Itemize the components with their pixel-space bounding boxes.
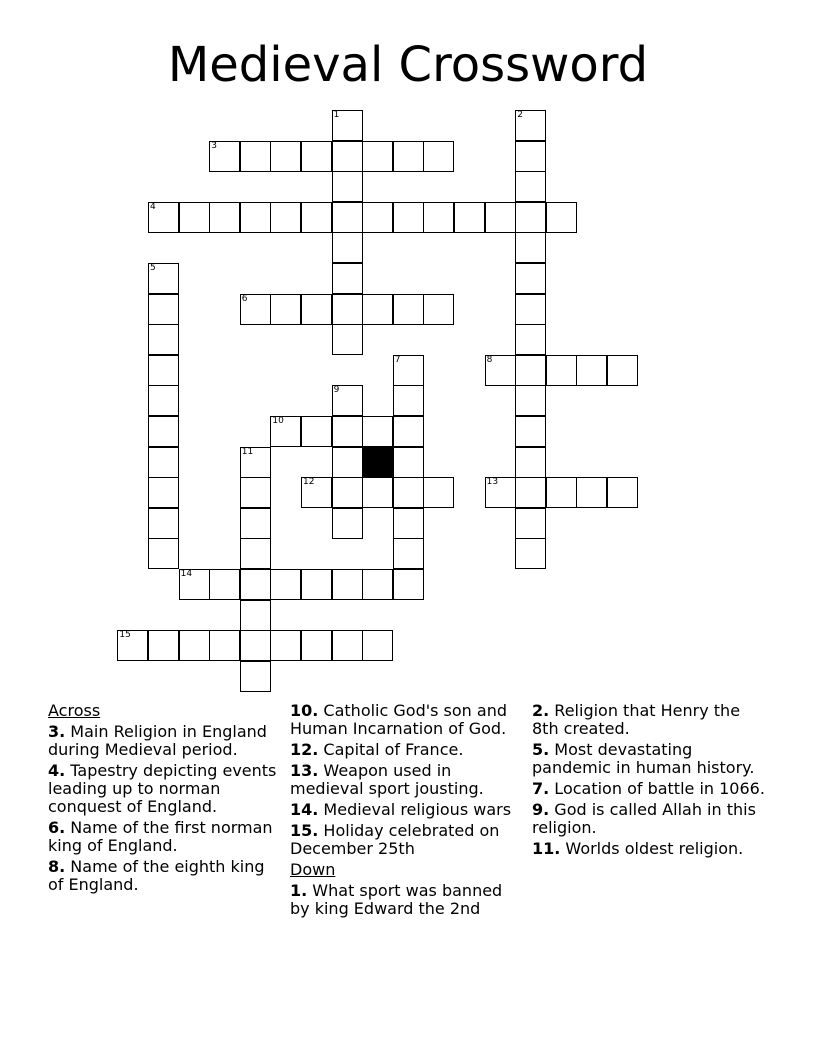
grid-cell[interactable] xyxy=(515,447,546,478)
grid-cell[interactable] xyxy=(515,294,546,325)
grid-cell[interactable] xyxy=(148,477,179,508)
grid-cell[interactable] xyxy=(332,141,363,172)
clue-text: Name of the first norman king of England. xyxy=(48,818,273,855)
clue-text: Main Religion in England during Medieval period. xyxy=(48,722,267,759)
grid-cell[interactable] xyxy=(332,110,363,141)
grid-cell[interactable] xyxy=(332,569,363,600)
grid-cell[interactable] xyxy=(607,477,638,508)
clue-number-label: 9 xyxy=(333,385,340,396)
grid-cell[interactable] xyxy=(332,202,363,233)
grid-cell[interactable] xyxy=(301,477,332,508)
grid-cell[interactable] xyxy=(270,294,301,325)
grid-cell[interactable] xyxy=(148,630,179,661)
clue-number-label: 8 xyxy=(486,354,493,365)
grid-cell[interactable] xyxy=(362,569,393,600)
grid-cell[interactable] xyxy=(209,630,240,661)
grid-cell[interactable] xyxy=(301,141,332,172)
clue-number: 12. xyxy=(290,740,319,759)
grid-cell[interactable] xyxy=(362,294,393,325)
grid-cell[interactable] xyxy=(148,385,179,416)
grid-cell[interactable] xyxy=(240,477,271,508)
clue-number: 15. xyxy=(290,821,319,840)
clue-text: Catholic God's son and Human Incarnation of God. xyxy=(290,701,507,738)
grid-cell[interactable] xyxy=(240,202,271,233)
grid-cell[interactable] xyxy=(423,477,454,508)
clue-item xyxy=(290,801,525,819)
grid-cell[interactable] xyxy=(576,477,607,508)
clue-number: 14. xyxy=(290,800,319,819)
grid-cell[interactable] xyxy=(423,202,454,233)
clue-number-label: 15 xyxy=(119,630,131,641)
grid-cell[interactable] xyxy=(301,416,332,447)
grid-cell[interactable] xyxy=(240,600,271,631)
grid-cell[interactable] xyxy=(148,202,179,233)
grid-cell[interactable] xyxy=(515,538,546,569)
grid-cell[interactable] xyxy=(485,477,516,508)
grid-cell[interactable] xyxy=(515,202,546,233)
clue-item xyxy=(532,741,767,777)
clue-item xyxy=(532,840,767,858)
grid-cell[interactable] xyxy=(240,538,271,569)
clue-number-label: 6 xyxy=(241,293,248,304)
down-header: Down xyxy=(290,860,336,879)
clue-item xyxy=(48,723,283,759)
grid-cell[interactable] xyxy=(240,294,271,325)
grid-cell[interactable] xyxy=(117,630,148,661)
clue-text: What sport was banned by king Edward the 2nd xyxy=(290,881,503,918)
clue-number: 1. xyxy=(290,881,308,900)
grid-block-cell xyxy=(362,447,393,478)
clue-number: 3. xyxy=(48,722,66,741)
clue-number: 7. xyxy=(532,779,550,798)
grid-cell[interactable] xyxy=(179,202,210,233)
grid-cell[interactable] xyxy=(209,569,240,600)
grid-cell[interactable] xyxy=(454,202,485,233)
clue-item xyxy=(48,858,283,894)
clue-number: 4. xyxy=(48,761,66,780)
grid-cell[interactable] xyxy=(423,141,454,172)
grid-cell[interactable] xyxy=(576,355,607,386)
clue-item xyxy=(290,741,525,759)
clue-number-label: 3 xyxy=(211,140,217,151)
clue-number-label: 5 xyxy=(150,263,156,273)
clue-item xyxy=(48,819,283,855)
grid-cell[interactable] xyxy=(393,202,424,233)
clue-text: Name of the eighth king of England. xyxy=(48,857,265,894)
grid-cell[interactable] xyxy=(240,569,271,600)
clue-number-label: 7 xyxy=(394,354,401,365)
grid-cell[interactable] xyxy=(179,569,210,600)
clue-number-label: 10 xyxy=(272,416,284,426)
grid-cell[interactable] xyxy=(209,202,240,233)
grid-cell[interactable] xyxy=(301,294,332,325)
grid-cell[interactable] xyxy=(546,477,577,508)
grid-cell[interactable] xyxy=(332,477,363,508)
clue-number: 8. xyxy=(48,857,66,876)
clue-text: Worlds oldest religion. xyxy=(560,839,744,858)
grid-cell[interactable] xyxy=(362,202,393,233)
clues-column-1 xyxy=(48,702,283,897)
grid-cell[interactable] xyxy=(301,202,332,233)
clue-number: 11. xyxy=(532,839,561,858)
grid-cell[interactable] xyxy=(332,385,363,416)
clue-number-label: 4 xyxy=(150,201,156,212)
grid-cell[interactable] xyxy=(270,141,301,172)
grid-cell[interactable] xyxy=(240,630,271,661)
clue-number: 6. xyxy=(48,818,66,837)
clue-number-label: 13 xyxy=(486,477,499,488)
grid-cell[interactable] xyxy=(332,324,363,355)
grid-cell[interactable] xyxy=(148,294,179,325)
grid-cell[interactable] xyxy=(332,416,363,447)
clue-number: 5. xyxy=(532,740,550,759)
grid-cell[interactable] xyxy=(393,141,424,172)
grid-cell[interactable] xyxy=(362,630,393,661)
clue-number-label: 12 xyxy=(303,477,315,488)
page-title: Medieval Crossword xyxy=(167,37,649,93)
clue-number: 9. xyxy=(532,800,550,819)
grid-cell[interactable] xyxy=(393,508,424,539)
grid-cell[interactable] xyxy=(332,294,363,325)
clue-number: 10. xyxy=(290,701,319,720)
grid-cell[interactable] xyxy=(393,569,424,600)
clue-text: Most devastating pandemic in human history. xyxy=(532,740,755,777)
clue-text: Capital of France. xyxy=(318,740,464,759)
grid-cell[interactable] xyxy=(270,416,301,447)
clue-text: Medieval religious wars xyxy=(318,800,512,819)
clue-text: Tapestry depicting events leading up to norman conquest of England. xyxy=(48,761,277,816)
grid-cell[interactable] xyxy=(332,630,363,661)
grid-cell[interactable] xyxy=(148,447,179,478)
grid-cell[interactable] xyxy=(270,630,301,661)
grid-cell[interactable] xyxy=(301,630,332,661)
clue-text: Location of battle in 1066. xyxy=(549,779,765,798)
clues-column-2 xyxy=(290,702,525,921)
clue-item xyxy=(290,882,525,918)
grid-cell[interactable] xyxy=(179,630,210,661)
clue-number: 13. xyxy=(290,761,319,780)
clue-text: Weapon used in medieval sport jousting. xyxy=(290,761,484,798)
grid-cell[interactable] xyxy=(209,141,240,172)
clue-number-label: 11 xyxy=(241,446,254,457)
grid-cell[interactable] xyxy=(332,171,363,202)
grid-cell[interactable] xyxy=(301,569,332,600)
clue-item xyxy=(532,702,767,738)
grid-cell[interactable] xyxy=(332,232,363,263)
clue-item xyxy=(48,762,283,816)
clue-number-label: 2 xyxy=(517,110,523,120)
grid-cell[interactable] xyxy=(148,324,179,355)
grid-cell[interactable] xyxy=(270,569,301,600)
grid-cell[interactable] xyxy=(148,416,179,447)
across-header: Across xyxy=(48,701,101,720)
grid-cell[interactable] xyxy=(515,385,546,416)
grid-cell[interactable] xyxy=(362,141,393,172)
clue-item xyxy=(532,801,767,837)
grid-cell[interactable] xyxy=(423,294,454,325)
grid-cell[interactable] xyxy=(515,141,546,172)
grid-cell[interactable] xyxy=(148,355,179,386)
grid-cell[interactable] xyxy=(393,355,424,386)
clue-number: 2. xyxy=(532,701,550,720)
grid-cell[interactable] xyxy=(546,202,577,233)
grid-cell[interactable] xyxy=(332,508,363,539)
clue-item xyxy=(290,702,525,738)
grid-cell[interactable] xyxy=(515,110,546,141)
grid-cell[interactable] xyxy=(362,477,393,508)
grid-cell[interactable] xyxy=(393,294,424,325)
clue-text: Holiday celebrated on December 25th xyxy=(290,821,500,858)
grid-cell[interactable] xyxy=(148,508,179,539)
grid-cell[interactable] xyxy=(393,416,424,447)
grid-cell[interactable] xyxy=(240,661,271,692)
grid-cell[interactable] xyxy=(240,141,271,172)
grid-cell[interactable] xyxy=(515,324,546,355)
grid-cell[interactable] xyxy=(515,508,546,539)
grid-cell[interactable] xyxy=(515,232,546,263)
grid-cell[interactable] xyxy=(240,508,271,539)
grid-cell[interactable] xyxy=(515,355,546,386)
clue-text: Religion that Henry the 8th created. xyxy=(532,701,741,738)
clue-item xyxy=(290,762,525,798)
grid-cell[interactable] xyxy=(393,385,424,416)
grid-cell[interactable] xyxy=(485,202,516,233)
grid-cell[interactable] xyxy=(362,416,393,447)
grid-cell[interactable] xyxy=(240,447,271,478)
grid-cell[interactable] xyxy=(546,355,577,386)
clue-number-label: 1 xyxy=(333,110,340,120)
grid-cell[interactable] xyxy=(515,263,546,294)
grid-cell[interactable] xyxy=(332,263,363,294)
grid-cell[interactable] xyxy=(607,355,638,386)
grid-cell[interactable] xyxy=(515,477,546,508)
grid-cell[interactable] xyxy=(515,171,546,202)
clue-text: God is called Allah in this religion. xyxy=(532,800,756,837)
clues-column-3 xyxy=(532,702,767,861)
grid-cell[interactable] xyxy=(515,416,546,447)
grid-cell[interactable] xyxy=(393,538,424,569)
grid-cell[interactable] xyxy=(485,355,516,386)
grid-cell[interactable] xyxy=(148,263,179,294)
clue-number-label: 14 xyxy=(180,569,193,579)
clue-item xyxy=(532,780,767,798)
grid-cell[interactable] xyxy=(393,447,424,478)
clue-item xyxy=(290,822,525,858)
grid-cell[interactable] xyxy=(332,447,363,478)
grid-cell[interactable] xyxy=(270,202,301,233)
grid-cell[interactable] xyxy=(148,538,179,569)
grid-cell[interactable] xyxy=(393,477,424,508)
